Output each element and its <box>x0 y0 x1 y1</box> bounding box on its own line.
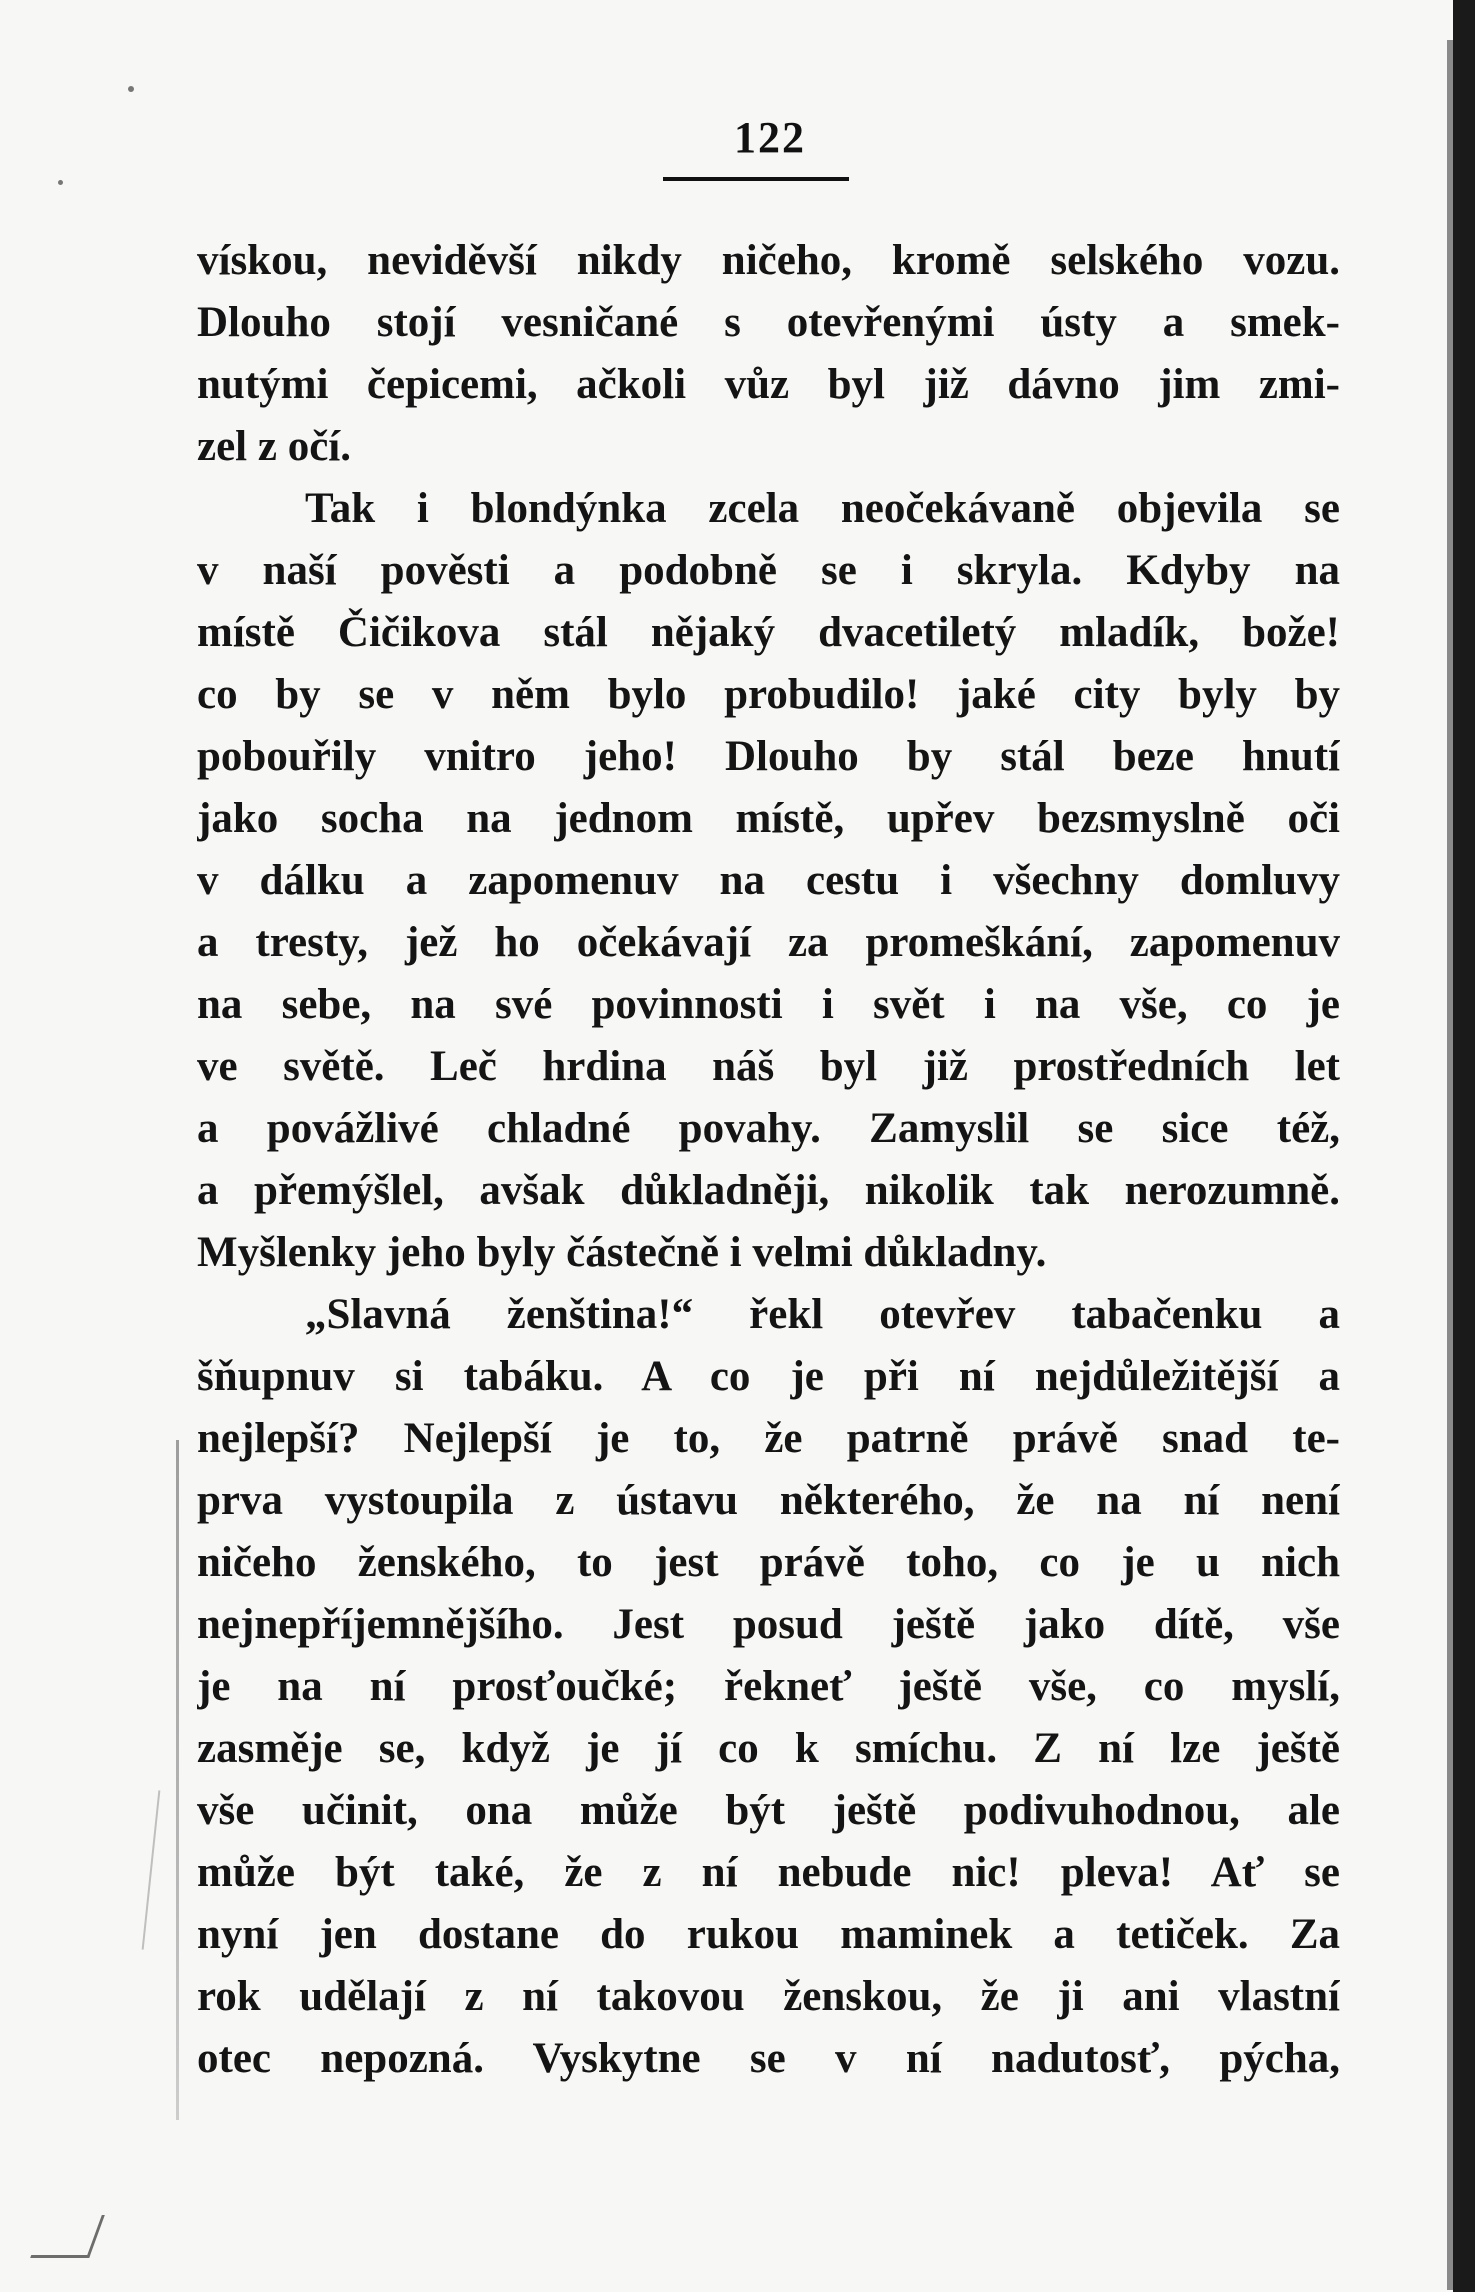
page-number: 122 <box>734 113 806 162</box>
ink-speck <box>58 180 63 185</box>
text-line: a povážlivé chladné povahy. Zamyslil se sice též, <box>197 1105 1340 1152</box>
text-line: nejnepříjemnějšího. Jest posud ještě jako dítě, vše <box>197 1601 1340 1648</box>
text-line: a přemýšlel, avšak důkladněji, nikolik tak nerozumně. <box>197 1167 1340 1214</box>
ink-speck <box>128 86 134 92</box>
text-line: vískou, neviděvší nikdy ničeho, kromě selského vozu. <box>197 237 1340 284</box>
text-line: na sebe, na své povinnosti i svět i na vše, co je <box>197 981 1340 1028</box>
text-line: pobouřily vnitro jeho! Dlouho by stál beze hnutí <box>197 733 1340 780</box>
margin-pencil-mark-secondary <box>142 1790 161 1949</box>
text-line: „Slavná ženština!“ řekl otevřev tabačenku a <box>305 1291 1340 1338</box>
page-number-rule <box>663 177 849 181</box>
corner-scribble <box>30 2215 105 2258</box>
page-edge-shadow <box>1447 40 1453 2290</box>
text-line: místě Čičikova stál nějaký dvacetiletý mladík, bože! <box>197 609 1340 656</box>
text-line: Myšlenky jeho byly částečně i velmi důkladny. <box>197 1229 1047 1276</box>
text-line: co by se v něm bylo probudilo! jaké city byly by <box>197 671 1340 718</box>
text-line: ve světě. Leč hrdina náš byl již prostředních let <box>197 1043 1340 1090</box>
text-line: rok udělají z ní takovou ženskou, že ji ani vlastní <box>197 1973 1340 2020</box>
text-line: nyní jen dostane do rukou maminek a tetiček. Za <box>197 1911 1340 1958</box>
text-line: Tak i blondýnka zcela neočekávaně objevila se <box>305 485 1340 532</box>
scan-border <box>1453 0 1475 2292</box>
text-line: zel z očí. <box>197 423 351 470</box>
text-line: nutými čepicemi, ačkoli vůz byl již dávno jim zmi- <box>197 361 1340 408</box>
text-line: v dálku a zapomenuv na cestu i všechny domluvy <box>197 857 1340 904</box>
text-line: je na ní prosťoučké; řekneť ještě vše, co myslí, <box>197 1663 1340 1710</box>
text-line: prva vystoupila z ústavu některého, že na ní není <box>197 1477 1340 1524</box>
text-line: šňupnuv si tabáku. A co je při ní nejdůležitější a <box>197 1353 1340 1400</box>
text-line: Dlouho stojí vesničané s otevřenými ústy a smek- <box>197 299 1340 346</box>
text-line: nejlepší? Nejlepší je to, že patrně právě snad te- <box>197 1415 1340 1462</box>
text-line: a tresty, jež ho očekávají za promeškání, zapomenuv <box>197 919 1340 966</box>
text-line: jako socha na jednom místě, upřev bezsmyslně oči <box>197 795 1340 842</box>
body-text <box>197 230 1340 2090</box>
margin-pencil-mark <box>176 1440 179 2120</box>
text-line: zasměje se, když je jí co k smíchu. Z ní lze ještě <box>197 1725 1340 1772</box>
text-line: vše učinit, ona může být ještě podivuhodnou, ale <box>197 1787 1340 1834</box>
text-line: v naší pověsti a podobně se i skryla. Kdyby na <box>197 547 1340 594</box>
text-line: může být také, že z ní nebude nic! pleva! Ať se <box>197 1849 1340 1896</box>
text-line: ničeho ženského, to jest právě toho, co je u nich <box>197 1539 1340 1586</box>
text-line: otec nepozná. Vyskytne se v ní nadutosť, pýcha, <box>197 2035 1340 2082</box>
